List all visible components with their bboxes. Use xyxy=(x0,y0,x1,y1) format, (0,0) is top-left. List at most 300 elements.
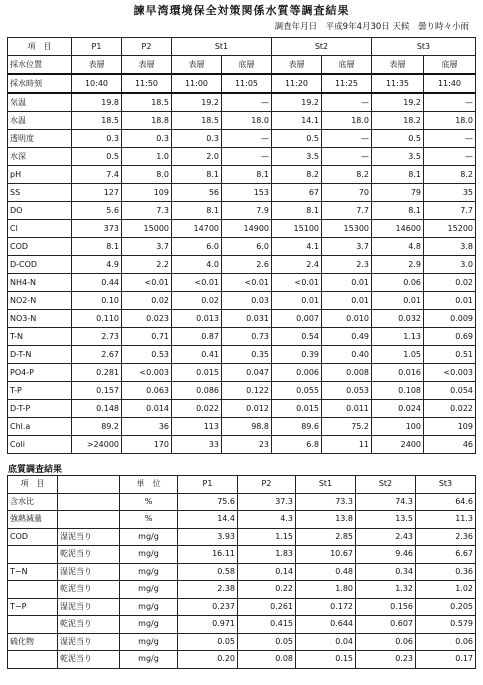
table-cell: 0.05 xyxy=(238,633,296,651)
table-cell: 70 xyxy=(322,184,372,202)
table-cell: 0.40 xyxy=(322,346,372,364)
table-cell: <0.01 xyxy=(272,274,322,292)
table-row xyxy=(8,292,476,310)
table-cell: 0.20 xyxy=(178,651,238,669)
header-cell: 表層 xyxy=(172,56,222,75)
row-item xyxy=(8,616,58,634)
table-row xyxy=(8,274,476,292)
table-cell: 64.6 xyxy=(416,493,476,511)
table-cell: 23 xyxy=(222,436,272,454)
table-cell: 11:50 xyxy=(122,74,172,93)
sediment-header-row xyxy=(8,476,476,494)
table-subheader-row xyxy=(8,56,476,75)
table-cell: 33 xyxy=(172,436,222,454)
table-cell: 10.67 xyxy=(296,546,356,564)
row-unit: mg/g xyxy=(120,546,178,564)
row-unit: mg/g xyxy=(120,563,178,581)
row-subitem: 湿泥当り xyxy=(58,528,120,546)
table-cell: 0.086 xyxy=(172,382,222,400)
table-cell: 373 xyxy=(72,220,122,238)
table-cell: 18.0 xyxy=(322,112,372,130)
table-cell: 14.4 xyxy=(178,511,238,529)
table-row xyxy=(8,148,476,166)
table-cell: — xyxy=(424,148,476,166)
row-unit: mg/g xyxy=(120,528,178,546)
table-cell: 89.2 xyxy=(72,418,122,436)
table-row xyxy=(8,563,476,581)
table-cell: 14.1 xyxy=(272,112,322,130)
table-cell: 0.01 xyxy=(322,274,372,292)
row-label: 採水時刻 xyxy=(8,74,72,93)
table-row xyxy=(8,400,476,418)
row-item xyxy=(8,581,58,599)
header-cell: St2 xyxy=(272,38,372,56)
table-cell: 10:40 xyxy=(72,74,122,93)
table-cell: 0.063 xyxy=(122,382,172,400)
header-cell: P2 xyxy=(122,38,172,56)
row-label: pH xyxy=(8,166,72,184)
row-label: T-P xyxy=(8,382,72,400)
table-row xyxy=(8,220,476,238)
table-cell: 98.8 xyxy=(222,418,272,436)
row-item: 含水比 xyxy=(8,493,58,511)
table-cell: 0.87 xyxy=(172,328,222,346)
header-cell: 底層 xyxy=(322,56,372,75)
table-cell: 0.024 xyxy=(372,400,424,418)
table-cell: — xyxy=(322,130,372,148)
table-row xyxy=(8,256,476,274)
table-cell: 0.53 xyxy=(122,346,172,364)
table-cell: 2.73 xyxy=(72,328,122,346)
table-cell: 3.93 xyxy=(178,528,238,546)
row-subitem xyxy=(58,493,120,511)
table-cell: 0.03 xyxy=(222,292,272,310)
table-cell: — xyxy=(222,148,272,166)
table-cell: 0.261 xyxy=(238,598,296,616)
table-cell: 4.0 xyxy=(172,256,222,274)
table-cell: 4.8 xyxy=(372,238,424,256)
header-cell: St1 xyxy=(296,476,356,494)
table-cell: 2400 xyxy=(372,436,424,454)
table-cell: 18.5 xyxy=(172,112,222,130)
table-row xyxy=(8,528,476,546)
table-cell: 0.607 xyxy=(356,616,416,634)
table-cell: 0.69 xyxy=(424,328,476,346)
table-cell: 0.02 xyxy=(424,274,476,292)
table-cell: 0.011 xyxy=(322,400,372,418)
sediment-section-title: 底質調査結果 xyxy=(8,465,63,475)
table-cell: 0.122 xyxy=(222,382,272,400)
row-unit: % xyxy=(120,493,178,511)
table-cell: 2.38 xyxy=(178,581,238,599)
row-label: NH4-N xyxy=(8,274,72,292)
header-cell: P1 xyxy=(72,38,122,56)
table-cell: <0.01 xyxy=(122,274,172,292)
water-quality-table xyxy=(7,37,476,454)
header-cell: St1 xyxy=(172,38,272,56)
table-cell: 11:20 xyxy=(272,74,322,93)
table-cell: 75.2 xyxy=(322,418,372,436)
table-cell: 16.11 xyxy=(178,546,238,564)
table-cell: 0.49 xyxy=(322,328,372,346)
table-cell: 0.022 xyxy=(172,400,222,418)
table-cell: <0.003 xyxy=(424,364,476,382)
table-cell: 13.5 xyxy=(356,511,416,529)
table-cell: 18.0 xyxy=(222,112,272,130)
table-cell: 89.6 xyxy=(272,418,322,436)
table-cell: 14700 xyxy=(172,220,222,238)
table-cell: 18.2 xyxy=(372,112,424,130)
table-cell: 11:05 xyxy=(222,74,272,93)
row-subitem: 乾泥当り xyxy=(58,546,120,564)
table-cell: 8.1 xyxy=(372,166,424,184)
document-title: 諫早湾環境保全対策関係水質等調査結果 xyxy=(133,4,350,17)
table-cell: 1.32 xyxy=(356,581,416,599)
survey-date-line: 調査年月日 平成9年4月30日 天候 曇り時々小雨 xyxy=(274,22,469,32)
table-cell: — xyxy=(424,130,476,148)
row-subitem: 湿泥当り xyxy=(58,633,120,651)
table-cell: 14600 xyxy=(372,220,424,238)
table-cell: 0.022 xyxy=(424,400,476,418)
table-cell: 0.10 xyxy=(72,292,122,310)
row-label: Chl.a xyxy=(8,418,72,436)
table-cell: 0.237 xyxy=(178,598,238,616)
table-cell: 4.3 xyxy=(238,511,296,529)
table-cell: 0.015 xyxy=(172,364,222,382)
row-subitem: 湿泥当り xyxy=(58,598,120,616)
table-cell: 73.3 xyxy=(296,493,356,511)
table-cell: 0.055 xyxy=(272,382,322,400)
table-cell: 0.579 xyxy=(416,616,476,634)
row-label: 水深 xyxy=(8,148,72,166)
header-cell: 採水位置 xyxy=(8,56,72,75)
table-cell: 0.156 xyxy=(356,598,416,616)
table-cell: 15000 xyxy=(122,220,172,238)
table-cell: 8.1 xyxy=(222,166,272,184)
table-cell: 11:00 xyxy=(172,74,222,93)
header-cell: 表層 xyxy=(372,56,424,75)
table-cell: 18.8 xyxy=(122,112,172,130)
table-cell: 75.6 xyxy=(178,493,238,511)
table-cell: 4.9 xyxy=(72,256,122,274)
table-cell: 8.0 xyxy=(122,166,172,184)
table-cell: 0.58 xyxy=(178,563,238,581)
table-cell: 8.1 xyxy=(272,202,322,220)
table-cell: 0.108 xyxy=(372,382,424,400)
table-cell: 15100 xyxy=(272,220,322,238)
table-cell: 8.1 xyxy=(172,202,222,220)
table-cell: 2.43 xyxy=(356,528,416,546)
row-label: NO2-N xyxy=(8,292,72,310)
table-cell: 67 xyxy=(272,184,322,202)
table-cell: 2.2 xyxy=(122,256,172,274)
table-cell: 36 xyxy=(122,418,172,436)
table-row xyxy=(8,436,476,454)
table-cell: 15200 xyxy=(424,220,476,238)
table-cell: 8.1 xyxy=(372,202,424,220)
table-row xyxy=(8,616,476,634)
table-cell: 0.031 xyxy=(222,310,272,328)
table-cell: 2.85 xyxy=(296,528,356,546)
table-cell: 0.205 xyxy=(416,598,476,616)
table-cell: 0.01 xyxy=(322,292,372,310)
table-cell: 11:25 xyxy=(322,74,372,93)
table-cell: 8.1 xyxy=(72,238,122,256)
table-cell: 0.148 xyxy=(72,400,122,418)
table-cell: 0.010 xyxy=(322,310,372,328)
table-row xyxy=(8,364,476,382)
table-cell: <0.01 xyxy=(172,274,222,292)
row-label: NO3-N xyxy=(8,310,72,328)
table-cell: 0.48 xyxy=(296,563,356,581)
table-cell: 18.5 xyxy=(72,112,122,130)
table-cell: 0.44 xyxy=(72,274,122,292)
header-cell: P1 xyxy=(178,476,238,494)
row-unit: mg/g xyxy=(120,633,178,651)
table-cell: 0.17 xyxy=(416,651,476,669)
table-cell: 0.22 xyxy=(238,581,296,599)
table-cell: 11 xyxy=(322,436,372,454)
table-cell: — xyxy=(322,93,372,112)
row-label: Cl xyxy=(8,220,72,238)
table-cell: 37.3 xyxy=(238,493,296,511)
table-cell: 0.15 xyxy=(296,651,356,669)
table-cell: 0.39 xyxy=(272,346,322,364)
header-cell: St3 xyxy=(372,38,476,56)
table-cell: 0.971 xyxy=(178,616,238,634)
table-cell: 7.3 xyxy=(122,202,172,220)
table-cell: 3.5 xyxy=(272,148,322,166)
table-row xyxy=(8,166,476,184)
table-cell: 0.5 xyxy=(72,148,122,166)
row-label: SS xyxy=(8,184,72,202)
row-subitem: 乾泥当り xyxy=(58,651,120,669)
table-row xyxy=(8,511,476,529)
table-row xyxy=(8,581,476,599)
table-cell: 109 xyxy=(424,418,476,436)
table-cell: 3.7 xyxy=(122,238,172,256)
table-cell: 0.05 xyxy=(178,633,238,651)
table-cell: 0.172 xyxy=(296,598,356,616)
table-cell: 18.0 xyxy=(424,112,476,130)
table-cell: 0.053 xyxy=(322,382,372,400)
table-row xyxy=(8,633,476,651)
header-cell: P2 xyxy=(238,476,296,494)
table-cell: 1.15 xyxy=(238,528,296,546)
row-label: D-T-N xyxy=(8,346,72,364)
table-cell: <0.01 xyxy=(222,274,272,292)
row-item: 強熱減量 xyxy=(8,511,58,529)
table-cell: 0.3 xyxy=(72,130,122,148)
table-cell: 0.04 xyxy=(296,633,356,651)
table-cell: 46 xyxy=(424,436,476,454)
row-item xyxy=(8,651,58,669)
table-cell: 15300 xyxy=(322,220,372,238)
table-cell: 0.71 xyxy=(122,328,172,346)
table-cell: 0.41 xyxy=(172,346,222,364)
table-cell: 11:40 xyxy=(424,74,476,93)
table-cell: 0.015 xyxy=(272,400,322,418)
header-cell: 底層 xyxy=(424,56,476,75)
row-label: COD xyxy=(8,238,72,256)
table-row xyxy=(8,184,476,202)
table-cell: 0.14 xyxy=(238,563,296,581)
table-header-row xyxy=(8,38,476,56)
table-row xyxy=(8,418,476,436)
table-cell: — xyxy=(322,148,372,166)
row-item: T−P xyxy=(8,598,58,616)
table-cell: 0.054 xyxy=(424,382,476,400)
table-cell: — xyxy=(424,93,476,112)
table-cell: 4.1 xyxy=(272,238,322,256)
table-cell: 14900 xyxy=(222,220,272,238)
table-cell: 9.46 xyxy=(356,546,416,564)
table-cell: 2.4 xyxy=(272,256,322,274)
table-cell: 1.13 xyxy=(372,328,424,346)
table-cell: 0.032 xyxy=(372,310,424,328)
table-cell: 2.0 xyxy=(172,148,222,166)
table-cell: 3.7 xyxy=(322,238,372,256)
row-unit: mg/g xyxy=(120,616,178,634)
table-cell: >24000 xyxy=(72,436,122,454)
header-cell: 項 目 xyxy=(8,38,72,56)
table-cell: <0.003 xyxy=(122,364,172,382)
row-label: D-COD xyxy=(8,256,72,274)
header-cell: 項 目 xyxy=(8,476,58,494)
header-cell: St2 xyxy=(356,476,416,494)
table-row xyxy=(8,651,476,669)
row-item: 硫化物 xyxy=(8,633,58,651)
table-cell: 3.5 xyxy=(372,148,424,166)
table-cell: 0.06 xyxy=(356,633,416,651)
table-cell: 0.023 xyxy=(122,310,172,328)
row-subitem: 乾泥当り xyxy=(58,616,120,634)
table-cell: 0.013 xyxy=(172,310,222,328)
header-cell: 単 位 xyxy=(120,476,178,494)
table-cell: 1.05 xyxy=(372,346,424,364)
table-cell: 0.110 xyxy=(72,310,122,328)
table-cell: 0.01 xyxy=(424,292,476,310)
table-row xyxy=(8,546,476,564)
table-cell: 0.3 xyxy=(122,130,172,148)
table-cell: 7.4 xyxy=(72,166,122,184)
table-cell: 0.3 xyxy=(172,130,222,148)
table-cell: 0.644 xyxy=(296,616,356,634)
table-cell: 2.3 xyxy=(322,256,372,274)
header-cell: 底層 xyxy=(222,56,272,75)
table-cell: 0.54 xyxy=(272,328,322,346)
header-cell: 表層 xyxy=(72,56,122,75)
sediment-table xyxy=(7,475,476,669)
row-label: 透明度 xyxy=(8,130,72,148)
table-row xyxy=(8,493,476,511)
row-subitem: 湿泥当り xyxy=(58,563,120,581)
table-cell: 2.6 xyxy=(222,256,272,274)
table-cell: 6.0 xyxy=(222,238,272,256)
table-cell: 109 xyxy=(122,184,172,202)
table-row xyxy=(8,93,476,112)
table-cell: 0.157 xyxy=(72,382,122,400)
table-cell: 7.9 xyxy=(222,202,272,220)
table-cell: 0.5 xyxy=(372,130,424,148)
table-cell: 11:35 xyxy=(372,74,424,93)
table-cell: — xyxy=(222,93,272,112)
table-row xyxy=(8,310,476,328)
table-cell: 0.01 xyxy=(272,292,322,310)
table-cell: 1.80 xyxy=(296,581,356,599)
header-cell xyxy=(58,476,120,494)
table-cell: 3.0 xyxy=(424,256,476,274)
table-row xyxy=(8,382,476,400)
table-cell: 0.06 xyxy=(416,633,476,651)
table-cell: 8.2 xyxy=(424,166,476,184)
table-row xyxy=(8,598,476,616)
table-cell: 0.012 xyxy=(222,400,272,418)
table-cell: 13.8 xyxy=(296,511,356,529)
table-cell: 100 xyxy=(372,418,424,436)
table-cell: 0.281 xyxy=(72,364,122,382)
table-cell: 0.51 xyxy=(424,346,476,364)
table-cell: 0.34 xyxy=(356,563,416,581)
table-cell: 0.014 xyxy=(122,400,172,418)
table-cell: 79 xyxy=(372,184,424,202)
table-cell: 7.7 xyxy=(322,202,372,220)
table-cell: 3.8 xyxy=(424,238,476,256)
table-cell: 6.8 xyxy=(272,436,322,454)
table-cell: 113 xyxy=(172,418,222,436)
row-label: 水温 xyxy=(8,112,72,130)
table-cell: 7.7 xyxy=(424,202,476,220)
table-cell: 0.415 xyxy=(238,616,296,634)
table-row xyxy=(8,112,476,130)
row-unit: mg/g xyxy=(120,651,178,669)
table-cell: 0.73 xyxy=(222,328,272,346)
table-cell: 18.5 xyxy=(122,93,172,112)
table-cell: 19.2 xyxy=(272,93,322,112)
table-row xyxy=(8,346,476,364)
table-cell: — xyxy=(222,130,272,148)
table-cell: 19.2 xyxy=(372,93,424,112)
table-cell: 0.047 xyxy=(222,364,272,382)
row-unit: mg/g xyxy=(120,598,178,616)
table-cell: 5.6 xyxy=(72,202,122,220)
table-cell: 35 xyxy=(424,184,476,202)
table-cell: 0.007 xyxy=(272,310,322,328)
table-cell: 56 xyxy=(172,184,222,202)
row-label: D-T-P xyxy=(8,400,72,418)
table-cell: 0.01 xyxy=(372,292,424,310)
row-unit: mg/g xyxy=(120,581,178,599)
table-cell: 0.008 xyxy=(322,364,372,382)
header-cell: St3 xyxy=(416,476,476,494)
table-cell: 19.8 xyxy=(72,93,122,112)
row-label: 気温 xyxy=(8,93,72,112)
row-label: Coli xyxy=(8,436,72,454)
table-cell: 6.0 xyxy=(172,238,222,256)
table-row xyxy=(8,238,476,256)
row-subitem xyxy=(58,511,120,529)
table-cell: 2.67 xyxy=(72,346,122,364)
row-item xyxy=(8,546,58,564)
table-cell: 0.006 xyxy=(272,364,322,382)
table-cell: 0.02 xyxy=(122,292,172,310)
table-row xyxy=(8,328,476,346)
table-cell: 74.3 xyxy=(356,493,416,511)
table-cell: 0.23 xyxy=(356,651,416,669)
table-cell: 11.3 xyxy=(416,511,476,529)
table-cell: 8.2 xyxy=(322,166,372,184)
table-cell: 6.67 xyxy=(416,546,476,564)
